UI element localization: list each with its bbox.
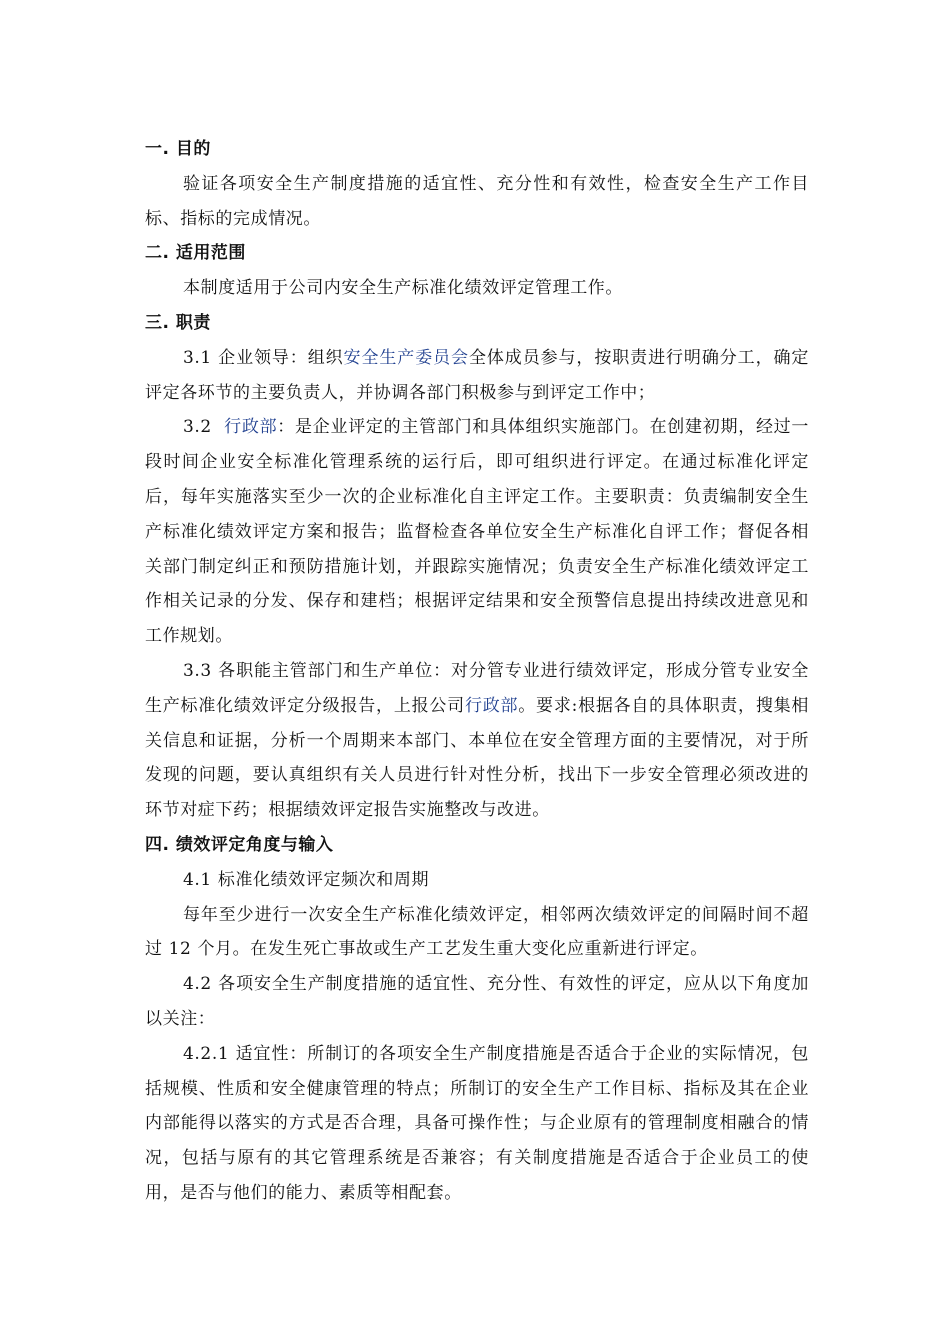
paragraph <box>145 341 809 411</box>
paragraph-text: 全体成员参与，按职责进行明确分工，确定评定各环节的主要负责人，并协调各部门积极参与到评定工作中； <box>145 347 809 403</box>
section-heading-evaluation: 四. 绩效评定角度与输入 <box>145 834 334 855</box>
link-admin-dept[interactable]: 行政部 <box>464 695 519 716</box>
paragraph <box>145 654 809 828</box>
paragraph: 4.2.1 适宜性：所制订的各项安全生产制度措施是否适合于企业的实际情况，包括规模、性质和安全健康管理的特点；所制订的安全生产工作目标、指标及其在企业内部能得以落实的方式是否合理，具备可操作性；与企业原有的管理制度相融合的情况，包括与原有的其它管理系统是否兼容；有关制度措施是否适合于企业员工的使用，是否与他们的能力、素质等相配套。 <box>145 1043 809 1203</box>
paragraph <box>145 410 809 654</box>
paragraph-text: 。要求:根据各自的具体职责，搜集相关信息和证据，分析一个周期来本部门、本单位在安全管理方面的主要情况，对于所发现的问题，要认真组织有关人员进行针对性分析，找出下一步安全管理必须改进的环节对症下药；根据绩效评定报告实施整改与改进。 <box>145 695 809 821</box>
paragraph: 4.2 各项安全生产制度措施的适宜性、充分性、有效性的评定，应从以下角度加以关注： <box>145 974 809 1029</box>
section-heading-scope: 二. 适用范围 <box>145 243 246 264</box>
paragraph-text: 3.3 各职能主管部门和生产单位：对分管专业进行绩效评定，形成分管专业安全生产标准化绩效评定分级报告，上报公司 <box>145 660 809 716</box>
paragraph-text: 3.2 <box>183 417 225 438</box>
paragraph-text: ：是企业评定的主管部门和具体组织实施部门。在创建初期，经过一段时间企业安全标准化管理系统的运行后，即可组织进行评定。在通过标准化评定后，每年实施落实至少一次的企业标准化自主评定工作。主要职责：负责编制安全生产标准化绩效评定方案和报告；监督检查各单位安全生产标准化自评工作；督促各相关部门制定纠正和预防措施计划，并跟踪实施情况；负责安全生产标准化绩效评定工作相关记录的分发、保存和建档；根据评定结果和安全预警信息提出持续改进意见和工作规划。 <box>145 417 810 647</box>
document-body <box>145 132 809 1211</box>
paragraph: 验证各项安全生产制度措施的适宜性、充分性和有效性，检查安全生产工作目标、指标的完成情况。 <box>145 173 809 229</box>
section-heading-duties: 三. 职责 <box>145 312 211 333</box>
paragraph: 每年至少进行一次安全生产标准化绩效评定，相邻两次绩效评定的间隔时间不超过 12 个月。在发生死亡事故或生产工艺发生重大变化应重新进行评定。 <box>145 904 809 960</box>
link-safety-committee[interactable]: 安全生产委员会 <box>343 347 469 368</box>
link-admin-dept[interactable]: 行政部 <box>224 417 278 438</box>
paragraph: 4.1 标准化绩效评定频次和周期 <box>183 869 430 890</box>
paragraph-text: 3.1 企业领导：组织 <box>183 347 344 368</box>
paragraph: 本制度适用于公司内安全生产标准化绩效评定管理工作。 <box>183 278 623 299</box>
section-heading-purpose: 一. 目的 <box>145 139 211 159</box>
